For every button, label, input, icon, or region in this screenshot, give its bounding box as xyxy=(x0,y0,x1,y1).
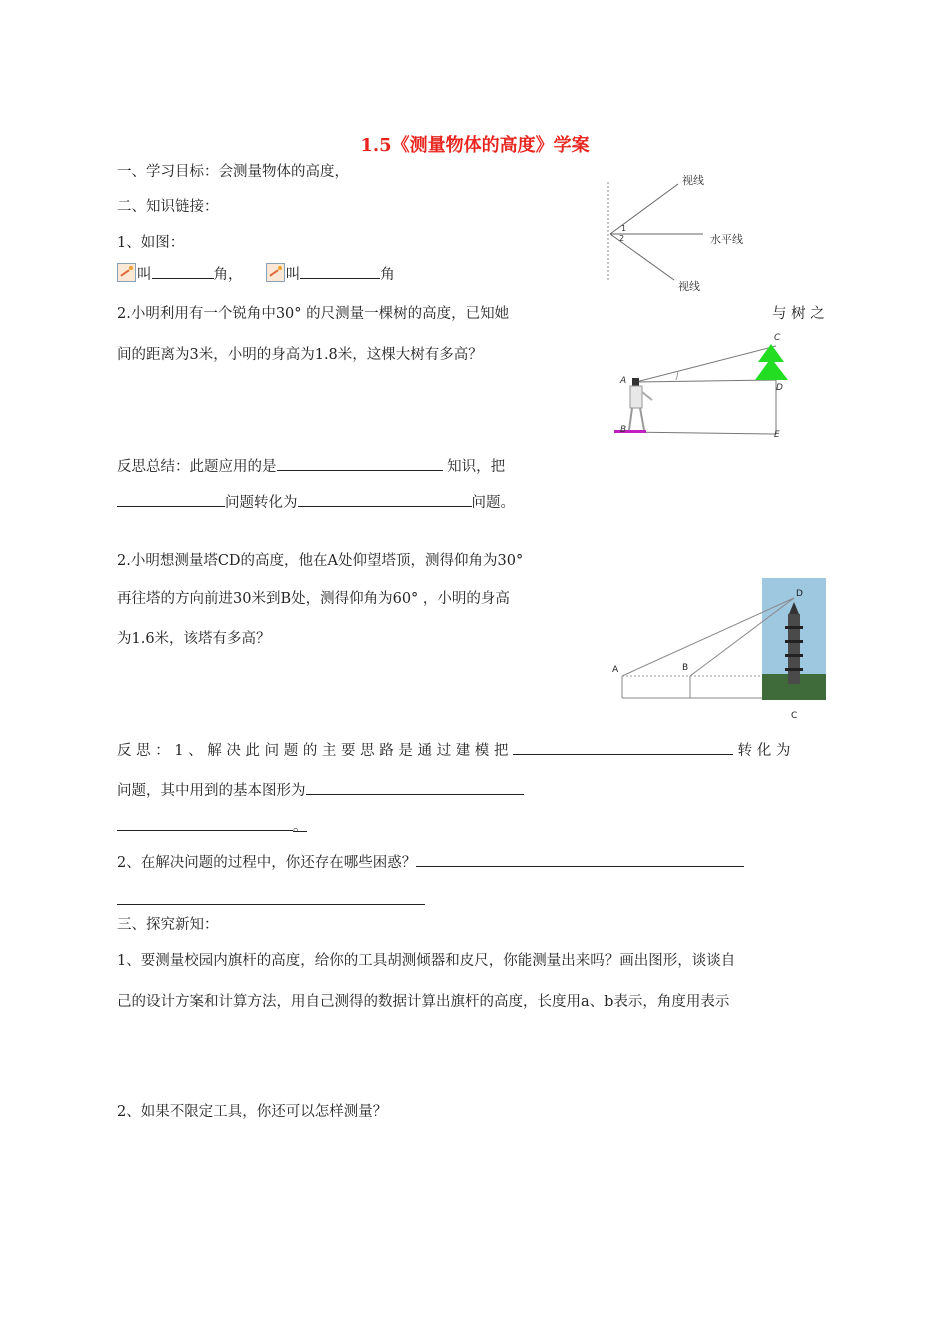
person-arm-icon xyxy=(642,392,652,400)
point-c-label: C xyxy=(774,333,781,343)
tree-measurement-diagram xyxy=(610,328,800,440)
question-3-line-2: 再往塔的方向前进30米到B处，测得仰角为60° ，小明的身高 xyxy=(117,591,510,607)
point-a-label: A xyxy=(612,665,619,675)
jiao-text: 叫 xyxy=(285,267,301,283)
reflection-2-line-1 xyxy=(117,738,790,760)
angle-text: 角 xyxy=(380,267,395,283)
answer-blank[interactable] xyxy=(300,262,380,279)
question-3-line-3: 为1.6米，该塔有多高？ xyxy=(117,631,271,647)
reflection-text: 2、在解决问题的过程中，你还存在哪些困惑？ xyxy=(117,855,417,871)
pagoda-eave-icon xyxy=(785,640,803,643)
point-c-label: C xyxy=(791,711,798,721)
explore-1-line-2: 己的设计方案和计算方法，用自己测得的数据计算出旗杆的高度，长度用a、b表示，角度用表示 xyxy=(117,994,730,1010)
explore-2: 2、如果不限定工具，你还可以怎样测量？ xyxy=(117,1104,388,1120)
bottom-label: 视线 xyxy=(678,280,700,293)
reflection-1-line-1 xyxy=(117,454,505,476)
point-e-label: E xyxy=(774,430,780,440)
jiao-text: 叫 xyxy=(137,267,152,283)
point-d-label: D xyxy=(776,383,783,393)
reflection-1-line-2 xyxy=(117,490,515,512)
ground-mat xyxy=(614,430,646,433)
reflection-2-line-3 xyxy=(117,814,307,835)
pagoda-body-icon xyxy=(788,614,800,684)
reflection-text: 转 化 为 xyxy=(737,743,791,759)
reflection-2-question xyxy=(117,850,744,872)
answer-blank[interactable] xyxy=(117,888,425,905)
question-2-line-1: 2.小明利用有一个锐角中30° 的尺测量一棵树的高度，已知她 xyxy=(117,306,510,322)
angle-2-label: 2 xyxy=(619,234,625,243)
reflection-text: 问题转化为 xyxy=(225,495,298,511)
answer-blank[interactable] xyxy=(513,738,733,755)
reflection-text: 反 思 ： 1 、 解 决 此 问 题 的 主 要 思 路 是 通 过 建 模 把 xyxy=(117,743,509,759)
angle-text: 角， xyxy=(213,267,243,283)
learning-goal: 一、学习目标：会测量物体的高度， xyxy=(117,164,349,180)
question-2-line-1-tail: 与 树 之 xyxy=(772,306,825,322)
pagoda-eave-icon xyxy=(785,668,803,671)
section-explore: 三、探究新知： xyxy=(117,917,219,933)
horizontal-label: 水平线 xyxy=(710,233,743,246)
question-1-fill xyxy=(117,262,395,284)
person-leg-icon xyxy=(629,408,632,430)
page-title: 1.5《测量物体的高度》学案 xyxy=(360,135,590,156)
person-leg-icon xyxy=(640,408,644,430)
reflection-text: 问题，其中用到的基本图形为 xyxy=(117,783,306,799)
point-a-label: A xyxy=(620,376,627,386)
answer-blank[interactable] xyxy=(306,778,524,795)
answer-blank[interactable] xyxy=(277,454,443,471)
point-d-label: D xyxy=(796,589,803,599)
section-knowledge-link: 二、知识链接： xyxy=(117,199,219,215)
ground-line-be xyxy=(626,432,776,434)
question-2-line-2: 间的距离为3米，小明的身高为1.8米，这棵大树有多高？ xyxy=(117,347,483,363)
point-b-label: B xyxy=(682,663,689,673)
reflection-text: 问题。 xyxy=(471,495,515,511)
answer-blank[interactable] xyxy=(298,490,472,507)
angle-arc xyxy=(676,371,678,380)
top-label: 视线 xyxy=(682,174,704,187)
answer-blank[interactable] xyxy=(117,814,293,831)
horizontal-line-ad xyxy=(636,380,776,382)
reflection-text: 知识，把 xyxy=(447,459,506,475)
pagoda-eave-icon xyxy=(785,626,803,629)
sight-line-ac xyxy=(636,346,776,382)
reflection-2-line-2 xyxy=(117,778,524,800)
person-body-icon xyxy=(630,386,642,408)
answer-blank[interactable] xyxy=(117,490,225,507)
point-b-label: B xyxy=(620,425,627,435)
tower-measurement-diagram xyxy=(606,574,836,724)
period-mark: 。 xyxy=(293,815,307,832)
person-head-icon xyxy=(632,378,639,386)
sight-line-diagram xyxy=(598,168,768,296)
angle-1-label: 1 xyxy=(621,224,627,233)
explore-1-line-1: 1、要测量校园内旗杆的高度，给你的工具胡测倾器和皮尺，你能测量出来吗？画出图形，谈谈自 xyxy=(117,953,736,969)
angle-2-image-icon xyxy=(266,263,285,282)
reflection-text: 反思总结：此题应用的是 xyxy=(117,459,277,475)
answer-blank[interactable] xyxy=(416,850,744,867)
angle-1-image-icon xyxy=(117,263,136,282)
reflection-2-extra-line xyxy=(117,888,425,909)
question-1-label: 1、如图： xyxy=(117,235,185,251)
pagoda-eave-icon xyxy=(785,654,803,657)
answer-blank[interactable] xyxy=(152,262,214,279)
question-3-line-1: 2.小明想测量塔CD的高度，他在A处仰望塔顶，测得仰角为30° xyxy=(117,553,524,569)
